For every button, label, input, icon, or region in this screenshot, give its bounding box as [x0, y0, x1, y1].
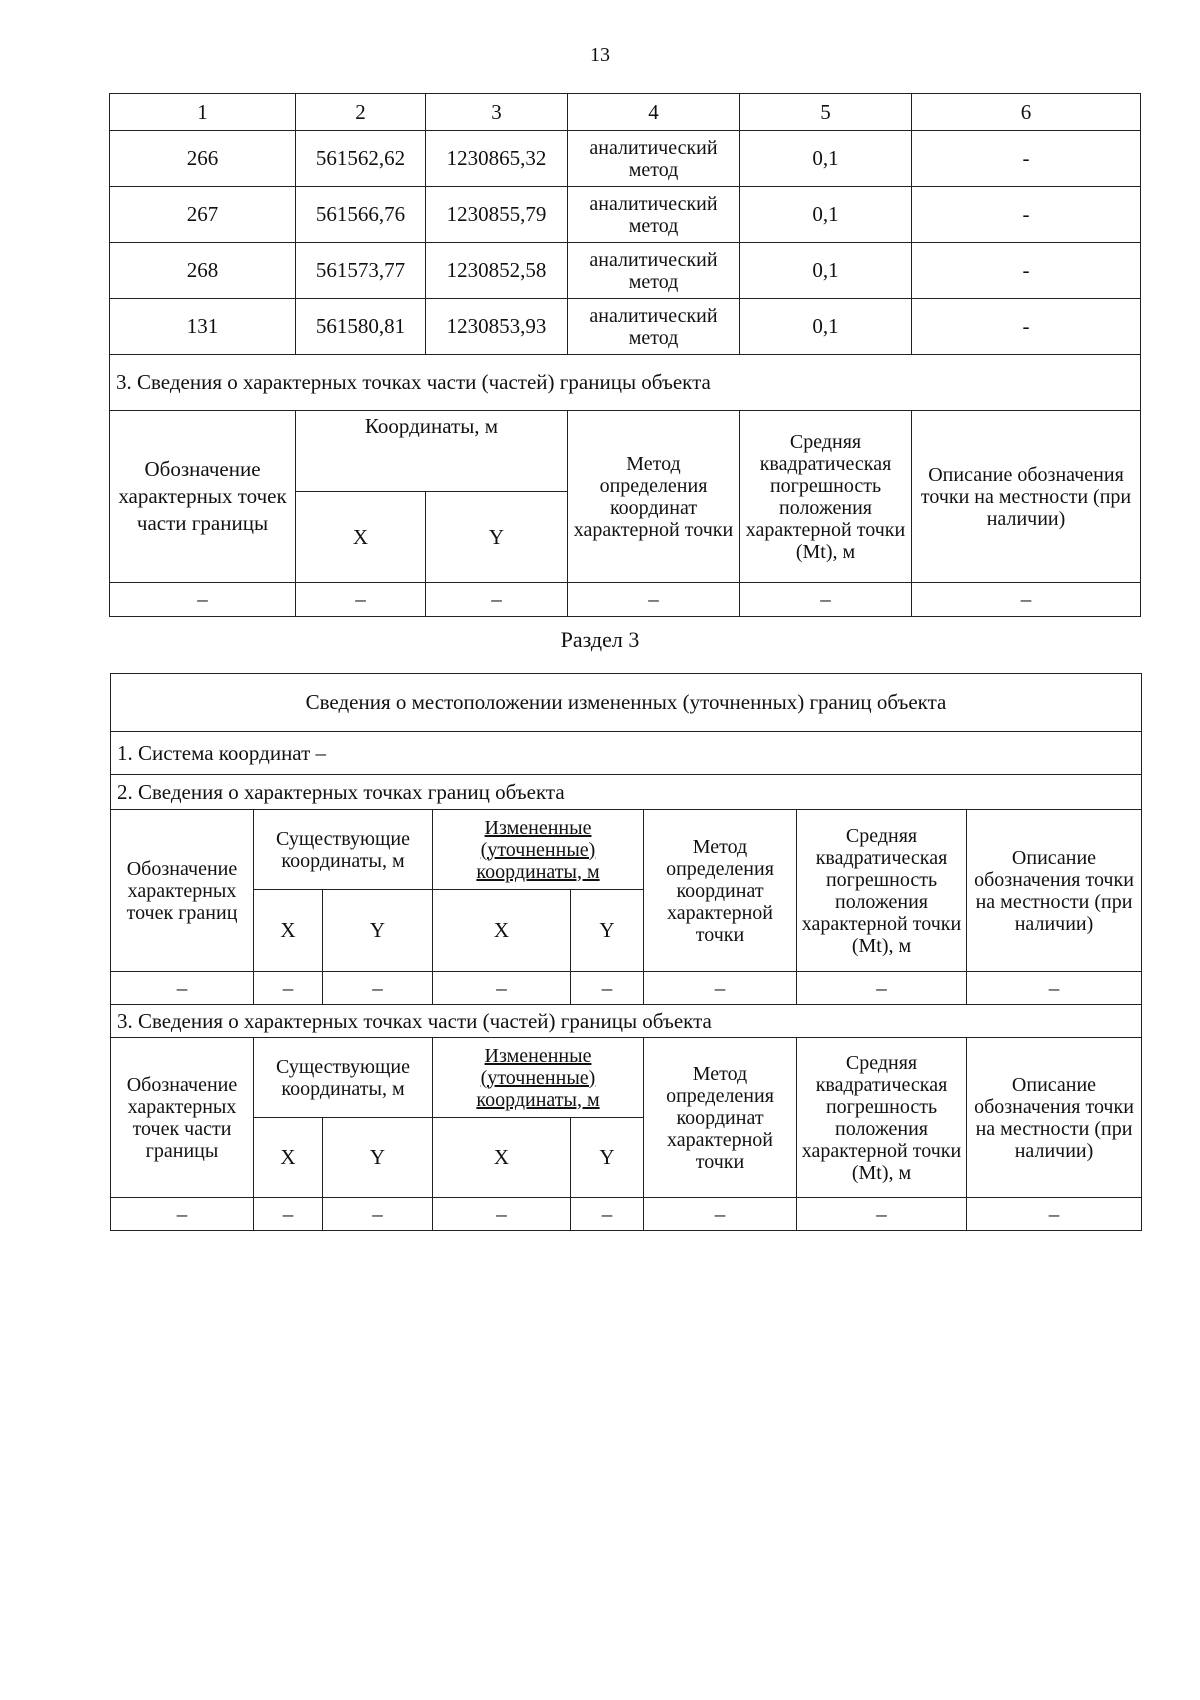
point-number: 267 [110, 187, 296, 243]
column-number: 1 [110, 94, 296, 131]
header-y: Y [323, 890, 433, 972]
coord-y: 1230865,32 [426, 131, 568, 187]
header-y: Y [426, 492, 568, 583]
accuracy: 0,1 [740, 299, 912, 355]
empty-cell: – [967, 1198, 1142, 1231]
empty-cell: – [254, 972, 323, 1005]
coord-y: 1230852,58 [426, 243, 568, 299]
coord-x: 561566,76 [296, 187, 426, 243]
empty-cell: – [433, 972, 571, 1005]
coord-y: 1230855,79 [426, 187, 568, 243]
empty-row [111, 972, 1142, 1005]
header-changed: Измененные (уточненные) координаты, м [433, 1038, 644, 1118]
empty-cell: – [967, 972, 1142, 1005]
empty-cell: – [571, 1198, 644, 1231]
table-title: Сведения о местоположении измененных (уточненных) границ объекта [111, 674, 1142, 732]
description: - [912, 187, 1141, 243]
empty-cell: – [111, 972, 254, 1005]
empty-cell: – [797, 972, 967, 1005]
empty-row [110, 583, 1141, 617]
section3-table [110, 673, 1142, 1231]
empty-cell: – [110, 583, 296, 617]
header-existing: Существующие координаты, м [254, 810, 433, 890]
empty-cell: – [912, 583, 1141, 617]
point-number: 266 [110, 131, 296, 187]
subsection-title: 2. Сведения о характерных точках границ объекта [111, 775, 1142, 810]
subsection-title: 3. Сведения о характерных точках части (частей) границы объекта [111, 1005, 1142, 1038]
header-point: Обозначение характерных точек границ [111, 810, 254, 972]
point-number: 268 [110, 243, 296, 299]
description: - [912, 131, 1141, 187]
header-x: X [254, 890, 323, 972]
column-number-row [110, 94, 1141, 131]
header-changed: Измененные (уточненные) координаты, м [433, 810, 644, 890]
empty-cell: – [644, 972, 797, 1005]
header-x: X [433, 1118, 571, 1198]
header-point: Обозначение характерных точек части границы [111, 1038, 254, 1198]
header-y: Y [323, 1118, 433, 1198]
empty-cell: – [797, 1198, 967, 1231]
empty-row [111, 1198, 1142, 1231]
header-x: X [433, 890, 571, 972]
coord-x: 561580,81 [296, 299, 426, 355]
description: - [912, 243, 1141, 299]
header-accuracy: Средняя квадратическая погрешность положения характерной точки (Mt), м [740, 411, 912, 583]
header-x: X [254, 1118, 323, 1198]
method: аналитический метод [568, 243, 740, 299]
accuracy: 0,1 [740, 243, 912, 299]
header-description: Описание обозначения точки на местности (при наличии) [967, 810, 1142, 972]
header-method: Метод определения координат характерной точки [644, 810, 797, 972]
header-y: Y [571, 890, 644, 972]
header-coords: Координаты, м [296, 411, 568, 492]
coordinates-table [109, 93, 1141, 617]
coord-y: 1230853,93 [426, 299, 568, 355]
empty-cell: – [644, 1198, 797, 1231]
empty-cell: – [323, 1198, 433, 1231]
method: аналитический метод [568, 299, 740, 355]
empty-cell: – [426, 583, 568, 617]
empty-cell: – [571, 972, 644, 1005]
method: аналитический метод [568, 187, 740, 243]
header-description: Описание обозначения точки на местности (при наличии) [967, 1038, 1142, 1198]
column-number: 4 [568, 94, 740, 131]
column-number: 5 [740, 94, 912, 131]
column-number: 2 [296, 94, 426, 131]
page-number: 13 [590, 44, 610, 66]
coord-x: 561562,62 [296, 131, 426, 187]
accuracy: 0,1 [740, 131, 912, 187]
header-accuracy: Средняя квадратическая погрешность положения характерной точки (Mt), м [797, 1038, 967, 1198]
empty-cell: – [433, 1198, 571, 1231]
header-point: Обозначение характерных точек части границы [110, 411, 296, 583]
empty-cell: – [254, 1198, 323, 1231]
empty-cell: – [568, 583, 740, 617]
header-x: X [296, 492, 426, 583]
table-row [110, 243, 1141, 299]
coord-x: 561573,77 [296, 243, 426, 299]
header-y: Y [571, 1118, 644, 1198]
empty-cell: – [740, 583, 912, 617]
header-method: Метод определения координат характерной точки [568, 411, 740, 583]
header-accuracy: Средняя квадратическая погрешность положения характерной точки (Mt), м [797, 810, 967, 972]
section-title: Раздел 3 [560, 627, 640, 652]
header-method: Метод определения координат характерной точки [644, 1038, 797, 1198]
subsection-title: 3. Сведения о характерных точках части (частей) границы объекта [110, 355, 1141, 411]
header-description: Описание обозначения точки на местности (при наличии) [912, 411, 1141, 583]
table-row [110, 299, 1141, 355]
method: аналитический метод [568, 131, 740, 187]
point-number: 131 [110, 299, 296, 355]
accuracy: 0,1 [740, 187, 912, 243]
coordinate-system: 1. Система координат – [111, 732, 1142, 775]
empty-cell: – [323, 972, 433, 1005]
table-row [110, 187, 1141, 243]
header-existing: Существующие координаты, м [254, 1038, 433, 1118]
empty-cell: – [111, 1198, 254, 1231]
description: - [912, 299, 1141, 355]
table-row [110, 131, 1141, 187]
empty-cell: – [296, 583, 426, 617]
column-number: 6 [912, 94, 1141, 131]
column-number: 3 [426, 94, 568, 131]
